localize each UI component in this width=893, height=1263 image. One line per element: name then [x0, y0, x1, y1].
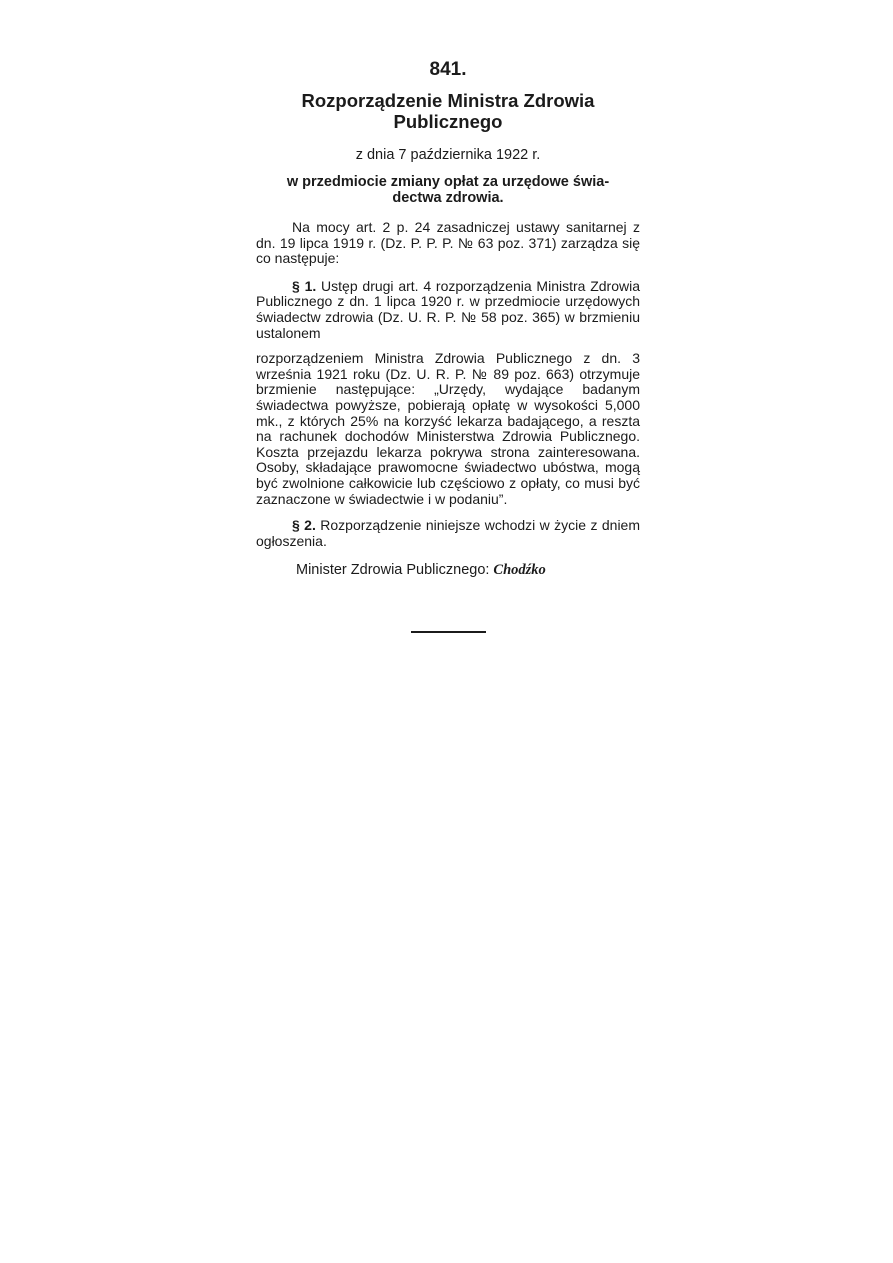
subject-line-1: w przedmiocie zmiany opłat za urzędowe świa-: [286, 174, 610, 190]
section-1-label: § 1.: [292, 277, 317, 294]
document-subject: [256, 174, 640, 206]
document-number: 841.: [429, 59, 467, 80]
section-2-paragraph: [256, 518, 640, 549]
document-title: [256, 90, 640, 132]
closing-rule-divider: [411, 631, 486, 633]
document-page: [256, 58, 640, 579]
section-1-paragraph: [256, 279, 640, 341]
section-2-label: § 2.: [292, 517, 316, 534]
section-1-continuation: rozporządzeniem Ministra Zdrowia Publicznego z dn. 3 września 1921 roku (Dz. U. R. P. № 89 poz. 663) otrzymuje brzmienie następujące: „Urzędy, wydające badanym świadectwa powyższe, pobierają opłatę w wysokości 5,000 mk., z których 25% na korzyść lekarza badającego, a reszta na rachunek dochodów Ministerstwa Zdrowia Publicznego. Koszta przejazdu lekarza pokrywa strona zainteresowana. Osoby, składające prawomocne świadectwo ubóstwa, mogą być zwolnione całkowicie lub częściowo z opłaty, co musi być zaznaczone w świadectwie i w podaniu”.: [256, 350, 640, 507]
section-1-text: Ustęp drugi art. 4 rozporządzenia Ministra Zdrowia Publicznego z dn. 1 lipca 1920 r. w przedmiocie urzędowych świadectw zdrowia (Dz. U. R. P. № 58 poz. 365) w brzmieniu ustalonem: [256, 277, 641, 341]
signature-role: Minister Zdrowia Publicznego:: [296, 562, 490, 579]
title-line-1: Rozporządzenie Ministra Zdrowia: [301, 90, 595, 111]
signature-line: [256, 561, 640, 579]
document-date: z dnia 7 października 1922 r.: [355, 147, 541, 163]
title-line-2: Publicznego: [393, 111, 503, 132]
section-2-text: Rozporządzenie niniejsze wchodzi w życie z dniem ogłoszenia.: [256, 517, 641, 549]
intro-paragraph: Na mocy art. 2 p. 24 zasadniczej ustawy sanitarnej z dn. 19 lipca 1919 r. (Dz. P. P. P. № 63 poz. 371) zarządza się co następuje:: [256, 219, 640, 267]
signature-name: Chodźko: [493, 562, 546, 579]
subject-line-2: dectwa zdrowia.: [392, 190, 504, 206]
